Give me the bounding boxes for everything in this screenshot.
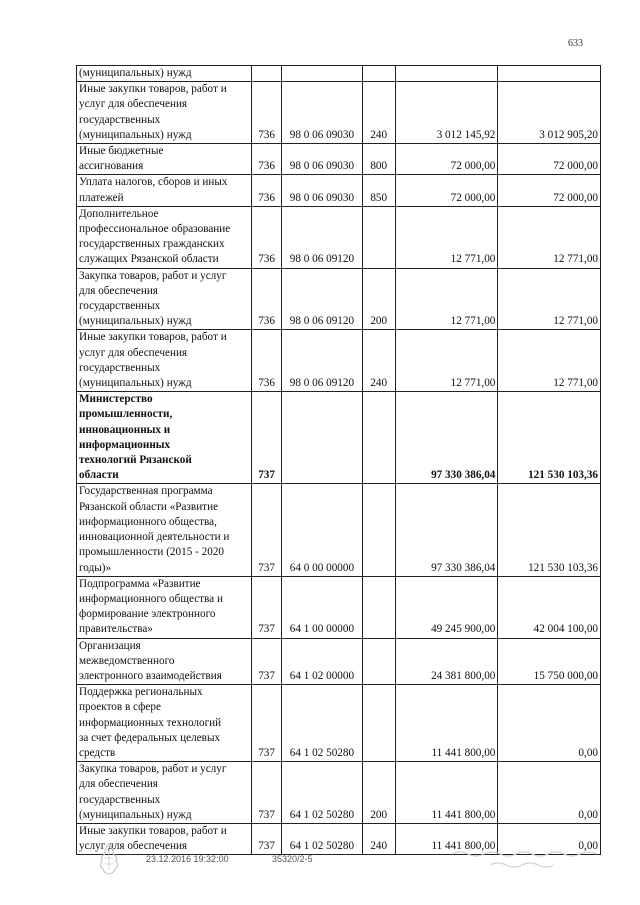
row-name-text: Закупка товаров, работ и услуг для обеспечения государственных (муниципальных) нужд — [79, 763, 227, 821]
table-row — [77, 638, 601, 685]
row-grbs-cell: 737 — [252, 638, 282, 685]
row-sum-2018-cell: 42 004 100,00 — [498, 576, 601, 638]
row-name-cell — [77, 330, 252, 392]
row-name-cell — [77, 392, 252, 484]
row-vr-cell: 850 — [362, 175, 395, 206]
row-name-cell — [77, 685, 252, 762]
row-vr-cell: 240 — [362, 330, 395, 392]
footer-date: 23.12.2016 19:32:00 — [146, 854, 229, 864]
row-sum-2017-cell: 97 330 386,04 — [395, 484, 498, 576]
row-grbs-cell: 736 — [252, 330, 282, 392]
stamp-icon — [98, 842, 120, 876]
row-sum-2018-cell — [498, 66, 601, 82]
row-sum-2017-cell: 12 771,00 — [395, 268, 498, 330]
row-code-cell: 98 0 06 09120 — [282, 268, 362, 330]
row-vr-cell: 240 — [362, 823, 395, 854]
budget-table — [76, 65, 601, 855]
row-grbs-cell: 737 — [252, 762, 282, 824]
row-name-text: Поддержка региональных проектов в сфере информационных технологий за счет федеральных целевых средств — [79, 686, 222, 759]
row-sum-2017-cell: 12 771,00 — [395, 330, 498, 392]
row-vr-cell: 200 — [362, 268, 395, 330]
row-name-cell — [77, 66, 252, 82]
row-sum-2017-cell: 72 000,00 — [395, 175, 498, 206]
row-code-cell: 64 1 02 50280 — [282, 762, 362, 824]
table-row — [77, 206, 601, 268]
row-sum-2017-cell: 11 441 800,00 — [395, 762, 498, 824]
row-name-cell — [77, 268, 252, 330]
faint-watermark — [445, 848, 605, 873]
table-row — [77, 330, 601, 392]
row-sum-2018-cell: 121 530 103,36 — [498, 484, 601, 576]
row-code-cell: 98 0 06 09120 — [282, 206, 362, 268]
row-code-cell — [282, 392, 362, 484]
row-vr-cell — [362, 206, 395, 268]
row-code-cell: 64 1 02 50280 — [282, 685, 362, 762]
row-name-cell — [77, 206, 252, 268]
row-vr-cell: 240 — [362, 82, 395, 144]
row-code-cell: 64 1 02 00000 — [282, 638, 362, 685]
row-sum-2017-cell: 72 000,00 — [395, 144, 498, 175]
row-name-text: Дополнительное профессиональное образование государственных гражданских служащих Рязанской области — [79, 207, 231, 266]
row-vr-cell — [362, 638, 395, 685]
row-grbs-cell: 736 — [252, 144, 282, 175]
row-sum-2017-cell: 11 441 800,00 — [395, 823, 498, 854]
row-vr-cell: 800 — [362, 144, 395, 175]
row-name-text: Иные закупки товаров, работ и услуг для обеспечения государственных (муниципальных) нужд — [79, 83, 227, 141]
budget-table-body — [77, 66, 601, 855]
row-name-text: Иные закупки товаров, работ и услуг для обеспечения — [79, 824, 227, 853]
row-sum-2017-cell: 11 441 800,00 — [395, 685, 498, 762]
table-row — [77, 392, 601, 484]
table-row — [77, 82, 601, 144]
row-grbs-cell: 737 — [252, 685, 282, 762]
row-name-text: Уплата налогов, сборов и иных платежей — [79, 176, 228, 204]
row-grbs-cell — [252, 66, 282, 82]
row-grbs-cell: 737 — [252, 576, 282, 638]
row-vr-cell — [362, 484, 395, 576]
row-name-text: Министерство промышленности, инновационных и информационных технологий Рязанской области — [79, 393, 192, 482]
row-sum-2018-cell: 0,00 — [498, 762, 601, 824]
row-code-cell: 64 0 00 00000 — [282, 484, 362, 576]
row-code-cell: 98 0 06 09120 — [282, 330, 362, 392]
table-row — [77, 268, 601, 330]
row-code-cell: 98 0 06 09030 — [282, 175, 362, 206]
watermark-scribble-icon — [450, 848, 600, 870]
row-name-cell — [77, 576, 252, 638]
row-grbs-cell: 737 — [252, 392, 282, 484]
table-row — [77, 576, 601, 638]
row-sum-2018-cell: 12 771,00 — [498, 268, 601, 330]
row-name-cell — [77, 484, 252, 576]
row-code-cell: 64 1 00 00000 — [282, 576, 362, 638]
table-row — [77, 484, 601, 576]
row-vr-cell — [362, 392, 395, 484]
row-grbs-cell: 736 — [252, 82, 282, 144]
table-row — [77, 175, 601, 206]
row-sum-2017-cell: 97 330 386,04 — [395, 392, 498, 484]
row-name-text: (муниципальных) нужд — [79, 67, 192, 79]
row-grbs-cell: 736 — [252, 175, 282, 206]
row-sum-2017-cell: 12 771,00 — [395, 206, 498, 268]
row-name-cell — [77, 175, 252, 206]
row-name-cell — [77, 762, 252, 824]
row-code-cell: 64 1 02 50280 — [282, 823, 362, 854]
row-grbs-cell: 736 — [252, 268, 282, 330]
row-name-text: Иные закупки товаров, работ и услуг для обеспечения государственных (муниципальных) нужд — [79, 331, 227, 390]
table-row — [77, 144, 601, 175]
row-code-cell: 98 0 06 09030 — [282, 82, 362, 144]
row-sum-2018-cell: 72 000,00 — [498, 175, 601, 206]
row-name-cell — [77, 82, 252, 144]
row-name-text: Иные бюджетные ассигнования — [79, 145, 164, 173]
row-name-text: Закупка товаров, работ и услуг для обеспечения государственных (муниципальных) нужд — [79, 269, 227, 328]
row-sum-2018-cell: 12 771,00 — [498, 206, 601, 268]
row-sum-2018-cell: 15 750 000,00 — [498, 638, 601, 685]
row-vr-cell — [362, 66, 395, 82]
row-sum-2018-cell: 3 012 905,20 — [498, 82, 601, 144]
row-sum-2017-cell — [395, 66, 498, 82]
row-code-cell — [282, 66, 362, 82]
row-sum-2018-cell: 12 771,00 — [498, 330, 601, 392]
row-sum-2017-cell: 24 381 800,00 — [395, 638, 498, 685]
footer-doc-number: 35320/2-5 — [272, 854, 313, 864]
row-name-text: Подпрограмма «Развитие информационного общества и формирование электронного правительства» — [79, 577, 223, 636]
row-name-cell — [77, 144, 252, 175]
row-sum-2017-cell: 3 012 145,92 — [395, 82, 498, 144]
row-name-text: Государственная программа Рязанской области «Развитие информационного общества, инновационной деятельности и промышленности (2015 - 2020 годы)» — [79, 485, 230, 574]
row-grbs-cell: 737 — [252, 823, 282, 854]
row-grbs-cell: 737 — [252, 484, 282, 576]
table-row — [77, 66, 601, 82]
row-name-text: Организация межведомственного электронного взаимодействия — [79, 639, 222, 682]
row-code-cell: 98 0 06 09030 — [282, 144, 362, 175]
row-vr-cell — [362, 576, 395, 638]
row-vr-cell: 200 — [362, 762, 395, 824]
page-footer — [0, 852, 640, 882]
row-sum-2018-cell: 121 530 103,36 — [498, 392, 601, 484]
row-sum-2018-cell: 72 000,00 — [498, 144, 601, 175]
table-row — [77, 685, 601, 762]
row-sum-2018-cell: 0,00 — [498, 823, 601, 854]
row-grbs-cell: 736 — [252, 206, 282, 268]
row-sum-2017-cell: 49 245 900,00 — [395, 576, 498, 638]
budget-table-container — [76, 65, 601, 855]
row-name-cell — [77, 638, 252, 685]
table-row — [77, 762, 601, 824]
row-vr-cell — [362, 685, 395, 762]
row-sum-2018-cell: 0,00 — [498, 685, 601, 762]
page-number: 633 — [568, 38, 583, 49]
